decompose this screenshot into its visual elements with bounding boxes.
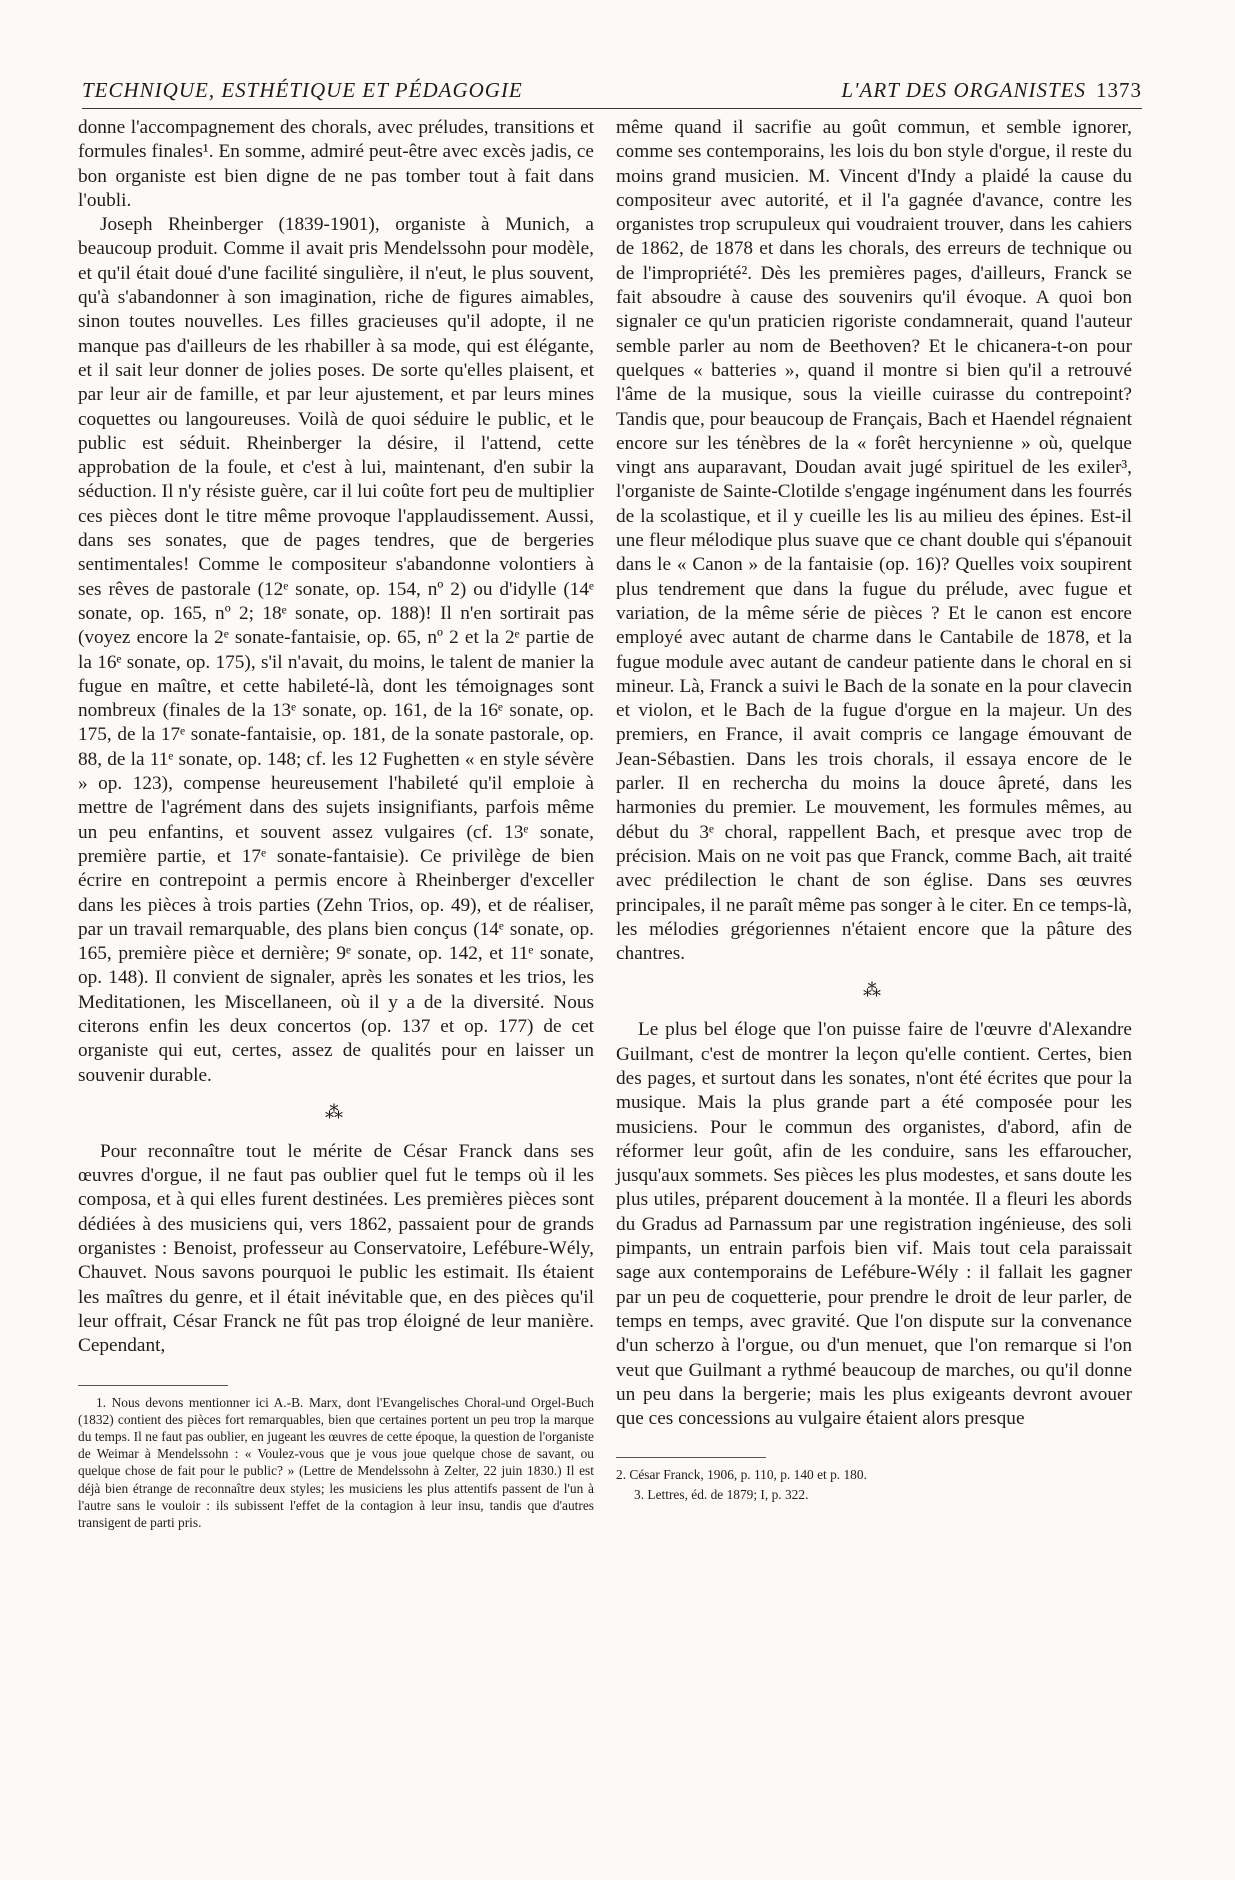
header-right-text: L'ART DES ORGANISTES [841,78,1086,102]
page-number: 1373 [1096,78,1142,102]
footnote: 3. Lettres, éd. de 1879; I, p. 322. [634,1486,809,1502]
footnote-rule [78,1385,228,1386]
paragraph: même quand il sacrifie au goût commun, et semble ignorer, comme ses contemporains, les lois du bon style d'orgue, il reste du moins grand musicien. M. Vincent d'Indy a plaidé la cause du compositeur avec autorité, et il l'a gagnée d'avance, contre les organistes trop scrupuleux qui voudraient trouver, dans les cahiers de 1862, de 1878 et dans les chorals, des erreurs de technique ou de l'impropriété². Dès les premières pages, d'ailleurs, Franck se fait absoudre à cause des souvenirs qu'il évoque. A quoi bon signaler ce qu'un praticien rigoriste condamnerait, quand l'auteur semble parler au nom de Beethoven? Et le chicanera-t-on pour quelques « batteries », quand il montre si bien qu'il a retrouvé l'âme de la musique, sous la vieille cuirasse du contrepoint? Tandis que, pour beaucoup de Français, Bach et Haendel régnaient encore sur les ténèbres de la « forêt hercynienne » où, quelque vingt ans auparavant, Doudan avait jugé spirituel de les exiler³, l'organiste de Sainte-Clotilde s'engage ingénument dans les fourrés de la scolastique, et il y cueille les lis au milieu des épines. Est-il une fleur mélodique plus suave que ce chant double qui s'épanouit dans le « Canon » de la fantaisie (op. 16)? Quelles voix soupirent plus tendrement que dans la fugue du prélude, avec fugue et variation, de la même série de pièces ? Et le canon est encore employé avec autant de charme dans le Cantabile de 1878, et la fugue module avec autant de candeur patiente dans le choral en si mineur. Là, Franck a suivi le Bach de la sonate en la pour clavecin et violon, et le Bach de la fugue d'orgue en la majeur. Un des premiers, en France, il avait compris ce langage émouvant de Jean-Sébastien. Dans les trois chorals, il essaya encore de le parler. Il en rechercha du moins la douce âpreté, dans les harmonies du premier. Le mouvement, les formules mêmes, au début du 3ᵉ choral, rappellent Bach, et presque avec trop de précision. Mais on ne voit pas que Franck, comme Bach, ait traité avec prédilection le chant de son église. Dans ses œuvres principales, il ne paraît même pas songer à le citer. En ce temps-là, les mélodies grégoriennes n'étaient encore que la pâture des chantres. [616,117,1132,965]
footnote-rule [616,1457,766,1458]
footnote: 2. César Franck, 1906, p. 110, p. 140 et p. 180. [616,1467,867,1483]
footnote: 1. Nous devons mentionner ici A.-B. Marx, dont l'Evangelisches Choral-und Orgel-Buch (1832) contient des pièces fort remarquables, bien que certaines portent un peu trop la marque du temps. Il ne faut pas oublier, en jugeant les œuvres de cette époque, la question de l'organiste de Weimar à Mendelssohn : « Voulez-vous que je vous joue quelque chose de savant, ou quelque chose de fait pour le public? » (Lettre de Mendelssohn à Zelter, 22 juin 1830.) Il est déjà bien étrange de reconnaître deux styles; les musiciens les plus attentifs passent de l'un à l'autre sans le vouloir : ils subissent l'effet de la contagion à leur insu, tandis que d'autres transigent de parti pris. [78,1394,594,1530]
section-asterism: ⁂ [325,1101,347,1122]
section-asterism: ⁂ [863,980,885,1001]
footnotes [78,1394,594,1532]
header-left-title: TECHNIQUE, ESTHÉTIQUE ET PÉDAGOGIE [82,78,523,102]
footnotes [616,1466,1132,1502]
left-body-text [78,116,594,1359]
right-column [616,116,1132,1505]
paragraph: donne l'accompagnement des chorals, avec préludes, transitions et formules finales¹. En somme, admiré peut-être avec excès jadis, ce bon organiste est bien digne de ne pas tomber tout à fait dans l'oubli. [78,117,594,211]
header-right-title [841,78,1142,103]
left-column [78,116,594,1533]
paragraph: Joseph Rheinberger (1839-1901), organiste à Munich, a beaucoup produit. Comme il avait pris Mendelssohn pour modèle, et qu'il était doué d'une facilité singulière, il n'eut, le plus souvent, qu'à s'abandonner à son imagination, riche de figures aimables, sinon toutes nouvelles. Les filles gracieuses qu'il adopte, il ne manque pas d'ailleurs de les rhabiller à sa mode, qui est élégante, et il sait leur donner de jolies poses. De sorte qu'elles plaisent, et par leur air de famille, et par leur ajustement, et par leurs mines coquettes ou langoureuses. Voilà de quoi séduire le public, et le public est séduit. Rheinberger la désire, il l'attend, cette approbation de la foule, et c'est à lui, maintenant, d'en subir la séduction. Il n'y résiste guère, car il lui coûte fort peu de multiplier ces pièces dont le titre même provoque l'applaudissement. Aussi, dans ses sonates, que de pages tendres, que de bergeries sentimentales! Comme le compositeur s'abandonne volontiers à ses rêves de pastorale (12ᵉ sonate, op. 154, nº 2) ou d'idylle (14ᵉ sonate, op. 165, nº 2; 18ᵉ sonate, op. 188)! Il n'en sortirait pas (voyez encore la 2ᵉ sonate-fantaisie, op. 65, nº 2 et la 2ᵉ partie de la 16ᵉ sonate, op. 175), s'il n'avait, du moins, le talent de manier la fugue en maître, et cette habileté-là, dont les témoignages sont nombreux (finales de la 13ᵉ sonate, op. 161, de la 16ᵉ sonate, op. 175, de la 17ᵉ sonate-fantaisie, op. 181, de la sonate pastorale, op. 88, de la 11ᵉ sonate, op. 148; cf. les 12 Fughetten « en style sévère » op. 123), compense heureusement l'habileté qu'il emploie à mettre de l'agrément dans des sujets insignifiants, parfois même un peu enfantins, et souvent assez vulgaires (cf. 13ᵉ sonate, première partie, et 17ᵉ sonate-fantaisie). Ce privilège de bien écrire en contrepoint a permis encore à Rheinberger d'exceller dans les pièces à trois parties (Zehn Trios, op. 49), et de réaliser, par un travail remarquable, des plans bien conçus (14ᵉ sonate, op. 165, première pièce et dernière; 9ᵉ sonate, op. 142, et 11ᵉ sonate, op. 148). Il convient de signaler, après les sonates et les trios, les Meditationen, les Miscellaneen, où il y a de la diversité. Nous citerons enfin les deux concertos (op. 137 et op. 177) de cet organiste qui eut, certes, assez de qualités pour en laisser un souvenir durable. [78,214,594,1086]
paragraph: Le plus bel éloge que l'on puisse faire de l'œuvre d'Alexandre Guilmant, c'est de montrer la leçon qu'elle contient. Certes, bien des pages, et surtout dans les sonates, n'ont été écrites que pour la musique. Mais la plus grande part a été composée pour les musiciens. Pour le commun des organistes, d'abord, afin de réformer leur goût, afin de les conduire, sans les effaroucher, jusqu'aux sommets. Ses pièces les plus modestes, et sans doute les plus utiles, préparent doucement à la montée. Il a fleuri les abords du Gradus ad Parnassum par une registration ingénieuse, des soli pimpants, un entrain parfois bien vif. Mais tout cela paraissait sage aux contemporains de Lefébure-Wély : il fallait les gagner par un peu de coquetterie, pour prendre le droit de leur parler, de temps en temps, avec gravité. Que l'on dispute sur la convenance d'un scherzo à l'orgue, ou d'un menuet, que l'on remarque si l'on veut que Guilmant a rythmé beaucoup de marches, ou qu'il donne un peu dans la bergerie; mais les plus exigeants devront avouer que ces concessions au vulgaire étaient alors presque [616,1019,1132,1430]
running-header [82,78,1142,109]
paragraph: Pour reconnaître tout le mérite de César Franck dans ses œuvres d'orgue, il ne faut pas oublier quel fut le temps où il les composa, et à qui elles furent destinées. Les premières pièces sont dédiées à des musiciens qui, vers 1862, passaient pour de grands organistes : Benoist, professeur au Conservatoire, Lefébure-Wély, Chauvet. Nous savons pourquoi le public les estimait. Ils étaient les maîtres du genre, et il était inévitable que, en des pièces qu'il leur offrait, César Franck ne fût pas trop éloigné de leur manière. Cependant, [78,1140,594,1357]
right-body-text [616,116,1132,1431]
